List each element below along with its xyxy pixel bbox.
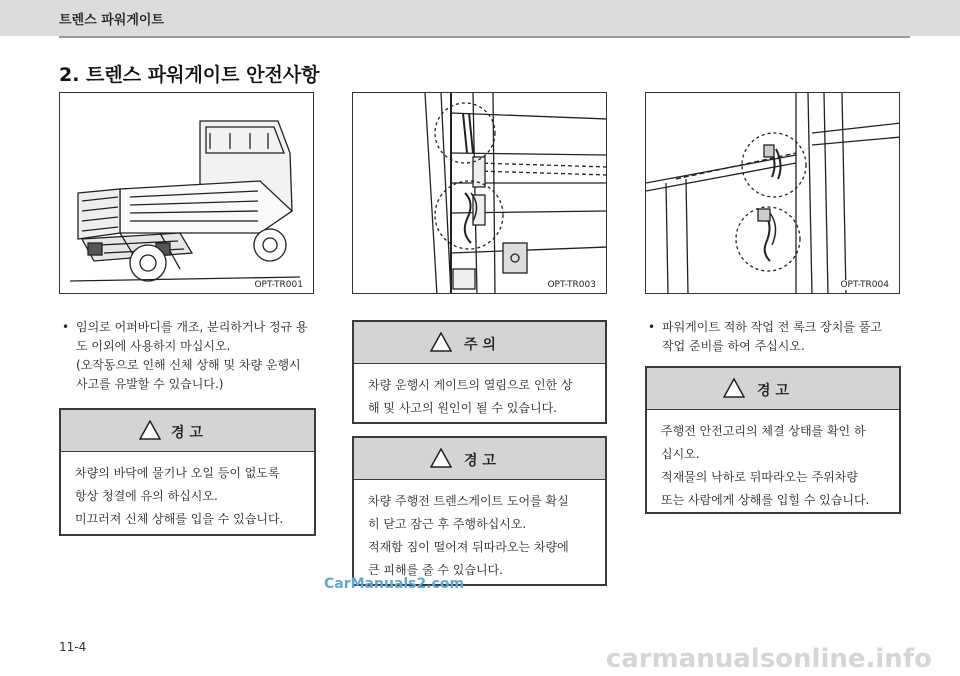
text-line: 주행전 안전고리의 체결 상태를 확인 하: [661, 424, 866, 438]
truck-illustration: [60, 93, 314, 294]
notice-header: [61, 410, 314, 452]
figure-code: OPT-TR001: [254, 280, 303, 290]
warning-triangle-icon: [139, 420, 161, 440]
header-title: 트렌스 파워게이트: [59, 13, 164, 28]
text-line: 임의로 어퍼바디를 개조, 분리하거나 정규 용: [76, 320, 308, 334]
text-line: 차량의 바닥에 물기나 오일 등이 없도록: [75, 466, 280, 480]
figure-gate-latch: [352, 92, 607, 294]
notice-label: 경 고: [464, 453, 496, 469]
col1-bullet-text: [76, 318, 308, 394]
bullet-dot: •: [648, 320, 656, 334]
figure-truck: [59, 92, 314, 294]
col3-warning-box: [645, 366, 901, 514]
text-line: 차량 주행전 트렌스게이트 도어를 확실: [368, 494, 569, 508]
footer-watermark: carmanualsonline.info: [605, 644, 932, 674]
figure-code: OPT-TR003: [547, 280, 596, 290]
notice-body: [75, 462, 304, 531]
text-line: 도 이외에 사용하지 마십시오.: [76, 339, 231, 353]
col2-warning-box: [352, 436, 607, 586]
notice-header: [354, 322, 605, 364]
text-line: 적재물의 낙하로 뒤따라오는 주위차량: [661, 470, 858, 484]
notice-body: [368, 374, 595, 420]
notice-header: [647, 368, 899, 410]
section-title: 2. 트렌스 파워게이트 안전사항: [59, 64, 320, 86]
text-line: 적재함 짐이 떨어져 뒤따라오는 차량에: [368, 540, 569, 554]
notice-body: [368, 490, 595, 582]
notice-label: 경 고: [757, 383, 789, 399]
page-header: [0, 0, 960, 36]
notice-header: [354, 438, 605, 480]
text-line: 또는 사람에게 상해를 입힐 수 있습니다.: [661, 493, 870, 507]
figure-code: OPT-TR004: [840, 280, 889, 290]
watermark-link[interactable]: CarManuals2.com: [324, 576, 465, 592]
text-line: 차량 운행시 게이트의 열림으로 인한 상: [368, 378, 573, 392]
gate-latch-illustration: [353, 93, 607, 294]
notice-label: 주 의: [464, 337, 496, 353]
text-line: 해 및 사고의 원인이 될 수 있습니다.: [368, 401, 557, 415]
text-line: 히 닫고 잠근 후 주행하십시오.: [368, 517, 527, 531]
col1-warning-box: [59, 408, 316, 536]
text-line: 작업 준비를 하여 주십시오.: [662, 339, 805, 353]
text-line: 미끄러져 신체 상해를 입을 수 있습니다.: [75, 512, 284, 526]
col3-bullet-text: [662, 318, 882, 356]
page-number: 11-4: [59, 640, 87, 654]
warning-triangle-icon: [723, 378, 745, 398]
text-line: 항상 청결에 유의 하십시오.: [75, 489, 218, 503]
col2-caution-box: [352, 320, 607, 424]
notice-label: 경 고: [171, 425, 203, 441]
lock-device-illustration: [646, 93, 900, 294]
text-line: (오작동으로 인해 신체 상해 및 차량 운행시: [76, 358, 301, 372]
header-rule: [59, 36, 910, 38]
text-line: 십시오.: [661, 447, 700, 461]
text-line: 사고를 유발할 수 있습니다.): [76, 377, 224, 391]
text-line: 큰 피해를 줄 수 있습니다.: [368, 563, 503, 577]
figure-lock-device: [645, 92, 900, 294]
warning-triangle-icon: [430, 448, 452, 468]
warning-triangle-icon: [430, 332, 452, 352]
bullet-dot: •: [62, 320, 70, 334]
text-line: 파워게이트 적하 작업 전 록크 장치를 풀고: [662, 320, 882, 334]
notice-body: [661, 420, 889, 512]
